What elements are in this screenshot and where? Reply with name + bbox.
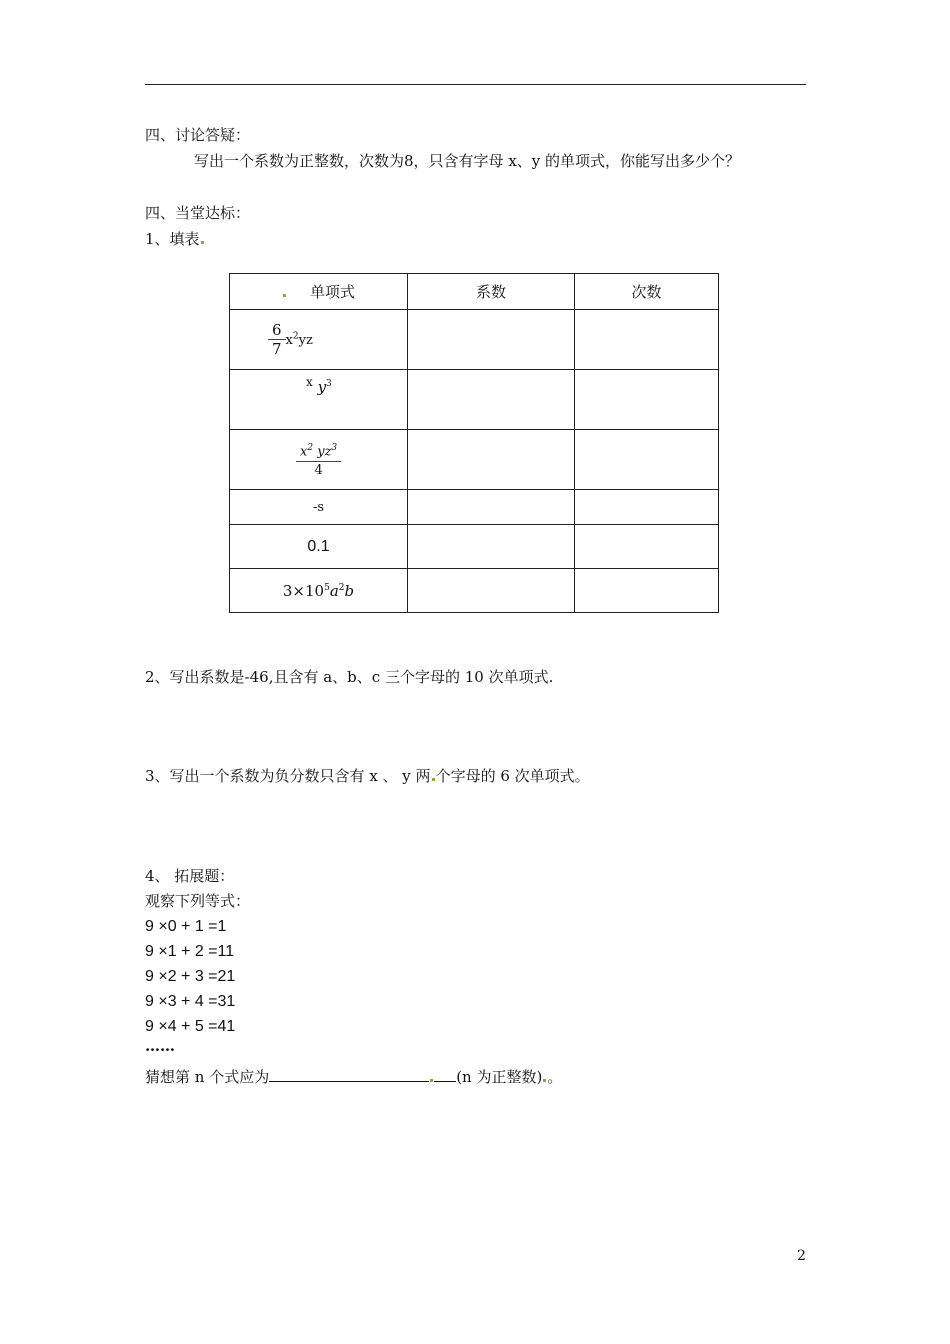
table-row: [230, 310, 719, 370]
discuss-heading: 四、讨论答疑：: [145, 126, 251, 144]
discuss-question: 写出一个系数为正整数，次数为8，只含有字母 x、y 的单项式，你能写出多少个？: [194, 152, 741, 170]
degree-cell[interactable]: [575, 310, 719, 370]
degree-cell[interactable]: [575, 525, 719, 569]
guess-line: 猜想第 n 个式应为 (n 为正整数) 。: [145, 1068, 563, 1086]
fraction: $\frac{6}{7}$: [268, 321, 286, 358]
page-number: 2: [797, 1248, 806, 1264]
header-degree: 次数: [575, 274, 719, 310]
degree-cell[interactable]: [575, 430, 719, 490]
table-row: [230, 370, 719, 430]
degree-cell[interactable]: [575, 569, 719, 613]
coefficient-cell[interactable]: [408, 430, 575, 490]
question-2: 2、写出系数是-46,且含有 a、b、c 三个字母的 10 次单项式.: [145, 668, 554, 686]
table-row: [230, 490, 719, 525]
header-monomial: 单项式: [230, 274, 408, 310]
coefficient-cell[interactable]: [408, 370, 575, 430]
monomial-cell: $\frac{6}{7}$ $x^2yz$: [230, 310, 408, 370]
fraction: $\frac{x^2 yz^3}{4}$: [296, 439, 341, 480]
monomial-cell: 0.1: [230, 525, 408, 569]
table-row: [230, 430, 719, 490]
question-3: 3、写出一个系数为负分数只含有 x 、 y 两 个字母的 6 次单项式。: [145, 767, 590, 785]
q4-title: 4、 拓展题：: [145, 867, 235, 885]
coefficient-cell[interactable]: [408, 310, 575, 370]
equation-3: 9 ×2 + 3 =21: [145, 968, 236, 985]
q1-label-text: 1、填表: [145, 230, 200, 248]
monomial-cell: [230, 430, 408, 490]
monomial-table: [229, 273, 719, 613]
monomial-cell: -s: [230, 490, 408, 525]
q1-label: [145, 229, 205, 249]
coefficient-cell[interactable]: [408, 525, 575, 569]
degree-cell[interactable]: [575, 490, 719, 525]
header-coefficient: 系数: [408, 274, 575, 310]
q4-intro: 观察下列等式：: [145, 892, 251, 910]
table-row: [230, 525, 719, 569]
answer-blank[interactable]: [269, 1066, 429, 1082]
equation-5: 9 ×4 + 5 =41: [145, 1018, 236, 1035]
monomial-cell: $3\times 10^5a^2b$: [230, 569, 408, 613]
practice-heading: 四、当堂达标：: [145, 204, 251, 222]
monomial-cell: $^x$ $y^3$: [230, 370, 408, 430]
equation-4: 9 ×3 + 4 =31: [145, 993, 236, 1010]
degree-cell[interactable]: [575, 370, 719, 430]
coefficient-cell[interactable]: [408, 569, 575, 613]
coefficient-cell[interactable]: [408, 490, 575, 525]
table-row: [230, 569, 719, 613]
table-header-row: [230, 274, 719, 310]
equation-2: 9 ×1 + 2 =11: [145, 943, 235, 960]
equation-1: 9 ×0 + 1 =1: [145, 918, 227, 935]
header-rule: [145, 84, 806, 85]
ellipsis: ……: [145, 1037, 175, 1055]
